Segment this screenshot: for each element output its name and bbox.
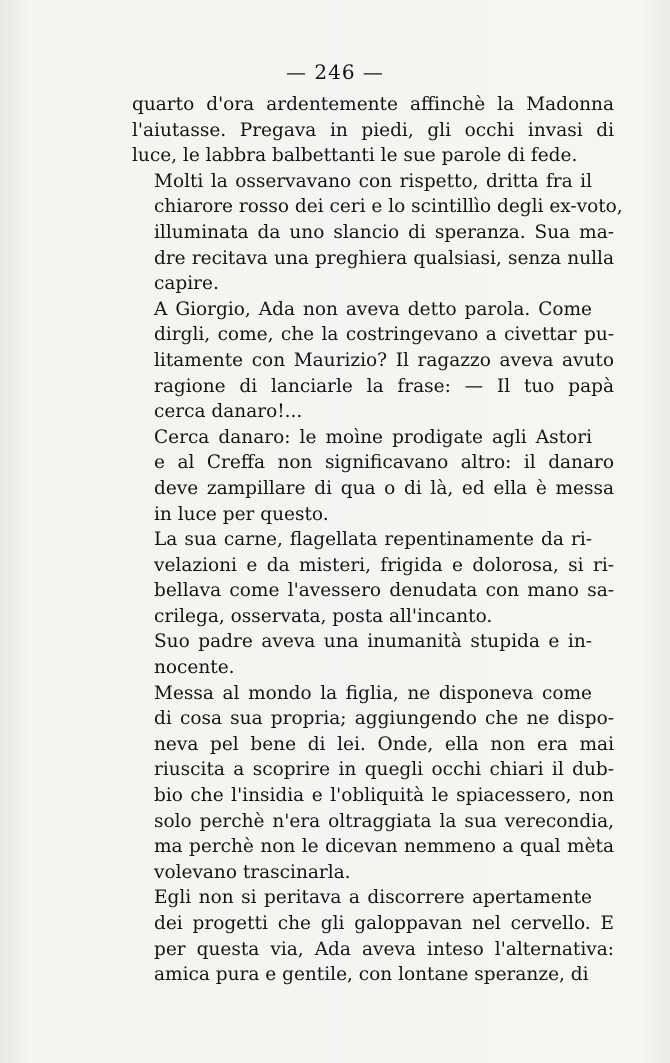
text-line: ragione di lanciarle la frase: — Il tuo papà — [154, 375, 614, 397]
text-line: dirgli, come, che la costringevano a civettar pu- — [154, 324, 614, 346]
text-line: neva pel bene di lei. Onde, ella non era mai — [154, 733, 614, 755]
text-line: deve zampillare di qua o di là, ed ella è messa — [154, 477, 614, 499]
paragraph — [132, 425, 614, 527]
text-line: Egli non si peritava a discorrere apertamente — [154, 887, 592, 909]
text-line: quarto d'ora ardentemente affinchè la Madonna — [132, 94, 614, 115]
text-line: dre recitava una preghiera qualsiasi, senza nulla — [154, 247, 614, 269]
text-line: in luce per questo. — [154, 503, 329, 525]
text-line: dei progetti che gli galoppavan nel cervello. E — [154, 913, 614, 934]
text-line: bellava come l'avessero denudata con mano sa- — [154, 580, 614, 602]
paragraph — [132, 297, 614, 425]
text-line: luce, le labbra balbettanti le sue parole di fede. — [132, 145, 578, 167]
paragraph — [132, 527, 614, 629]
text-line: chiarore rosso dei ceri e lo scintillìo degli ex-voto, — [154, 196, 623, 218]
text-line: cerca danaro!... — [154, 401, 303, 423]
text-line: solo perchè n'era oltraggiata la sua verecondia, — [154, 810, 614, 832]
text-line: l'aiutasse. Pregava in piedi, gli occhi invasi di — [132, 119, 614, 141]
text-line: bio che l'insidia e l'obliquità le spiacessero, non — [154, 785, 614, 807]
text-line: per questa via, Ada aveva inteso l'alternativa: — [154, 938, 614, 960]
paragraph — [132, 629, 614, 680]
text-line: litamente con Maurizio? Il ragazzo aveva avuto — [154, 349, 614, 371]
text-line: crilega, osservata, posta all'incanto. — [154, 605, 493, 627]
text-line: Messa al mondo la figlia, ne disponeva come — [154, 682, 592, 704]
text-line: capire. — [154, 273, 219, 295]
text-line: Molti la osservavano con rispetto, dritta fra il — [154, 170, 592, 192]
page-number: — 246 — — [286, 60, 384, 84]
text-line: nocente. — [154, 657, 235, 679]
text-line: riuscita a scoprire in quegli occhi chiari il dub- — [154, 759, 614, 781]
text-line: velazioni e da misteri, frigida e dolorosa, si ri- — [154, 554, 614, 576]
text-line: Suo padre aveva una inumanità stupida e in- — [154, 631, 592, 653]
text-line: illuminata da uno slancio di speranza. Sua ma- — [154, 221, 614, 243]
text-line: e al Creffa non significavano altro: il danaro — [154, 452, 614, 474]
text-line: Cerca danaro: le moìne prodigate agli Astori — [154, 426, 592, 448]
text-line: La sua carne, flagellata repentinamente da ri- — [154, 529, 592, 551]
paragraph — [132, 681, 614, 886]
text-line: ma perchè non le dicevan nemmeno a qual mèta — [154, 836, 614, 858]
text-line: di cosa sua propria; aggiungendo che ne dispo- — [154, 708, 614, 730]
text-line: amica pura e gentile, con lontane speranze, di — [154, 964, 589, 986]
paragraph — [132, 885, 614, 987]
paragraph — [132, 92, 614, 169]
text-line: A Giorgio, Ada non aveva detto parola. Come — [154, 298, 592, 320]
text-line: volevano trascinarla. — [154, 861, 351, 883]
body-text — [132, 92, 623, 988]
paragraph — [132, 169, 623, 297]
